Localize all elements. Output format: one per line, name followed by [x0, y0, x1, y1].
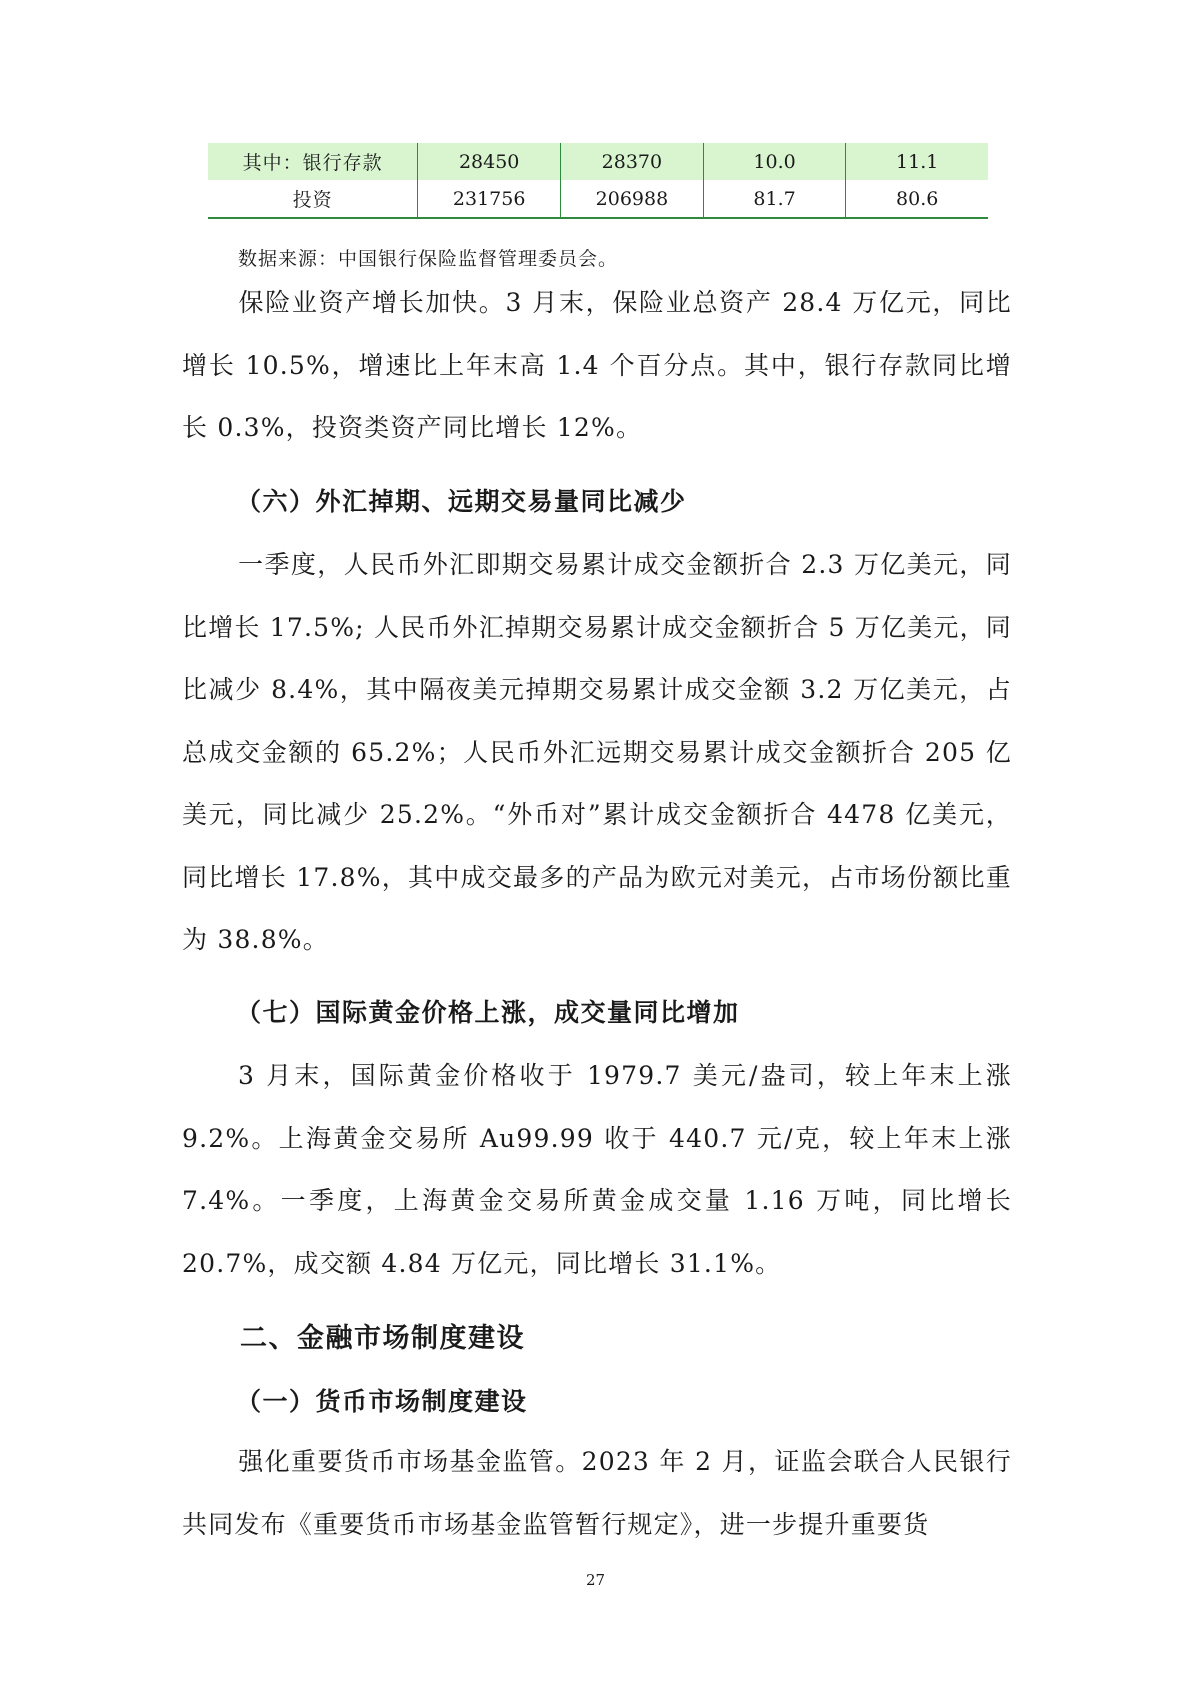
heading-market-institutions: 二、金融市场制度建设 [240, 1323, 525, 1354]
table-cell: 81.7 [703, 180, 846, 218]
table-cell: 11.1 [846, 143, 988, 180]
insurance-asset-table [208, 143, 988, 219]
table-cell: 28450 [418, 143, 561, 180]
paragraph-fx-trading [182, 534, 1012, 972]
table-cell: 28370 [561, 143, 704, 180]
paragraph-insurance-assets [182, 272, 1012, 460]
paragraph-text: 3 月末，国际黄金价格收于 1979.7 美元/盎司，较上年末上涨 9.2%。上海黄金交易所 Au99.99 收于 440.7 元/克，较上年末上涨 7.4%。一季度，上海黄金交易所黄金成交量 1.16 万吨，同比增长 20.7%，成交额 4.84 万亿元，同比增长 31.1%。 [182, 1061, 1012, 1278]
paragraph-gold-market [182, 1045, 1012, 1295]
heading-money-market-rules: （一）货币市场制度建设 [236, 1387, 528, 1416]
paragraph-text: 一季度，人民币外汇即期交易累计成交金额折合 2.3 万亿美元，同比增长 17.5%; 人民币外汇掉期交易累计成交金额折合 5 万亿美元，同比减少 8.4%，其中隔夜美元掉期交易累计成交金额 3.2 万亿美元，占总成交金额的 65.2%；人民币外汇远期交易累计成交金额折合 205 亿美元，同比减少 25.2%。“外币对”累计成交金额折合 4478 亿美元，同比增长 17.8%，其中成交最多的产品为欧元对美元，占市场份额比重为 38.8%。 [182, 550, 1012, 954]
table-cell: 206988 [561, 180, 704, 218]
table-cell: 80.6 [846, 180, 988, 218]
heading-fx-swaps: （六）外汇掉期、远期交易量同比减少 [236, 487, 687, 516]
table-row [208, 180, 988, 218]
table-row [208, 143, 988, 180]
paragraph-text: 强化重要货币市场基金监管。2023 年 2 月，证监会联合人民银行共同发布《重要货币市场基金监管暂行规定》，进一步提升重要货 [182, 1447, 1012, 1539]
paragraph-money-market-fund [182, 1431, 1012, 1556]
table-cell: 10.0 [703, 143, 846, 180]
row-label: 其中：银行存款 [208, 143, 418, 180]
paragraph-text: 保险业资产增长加快。3 月末，保险业总资产 28.4 万亿元，同比增长 10.5%，增速比上年末高 1.4 个百分点。其中，银行存款同比增长 0.3%，投资类资产同比增长 12%。 [182, 288, 1012, 442]
table-cell: 231756 [418, 180, 561, 218]
heading-gold-price: （七）国际黄金价格上涨，成交量同比增加 [236, 998, 740, 1027]
page-number: 27 [585, 1571, 606, 1589]
row-label: 投资 [208, 180, 418, 218]
table-source-note: 数据来源：中国银行保险监督管理委员会。 [238, 248, 619, 270]
